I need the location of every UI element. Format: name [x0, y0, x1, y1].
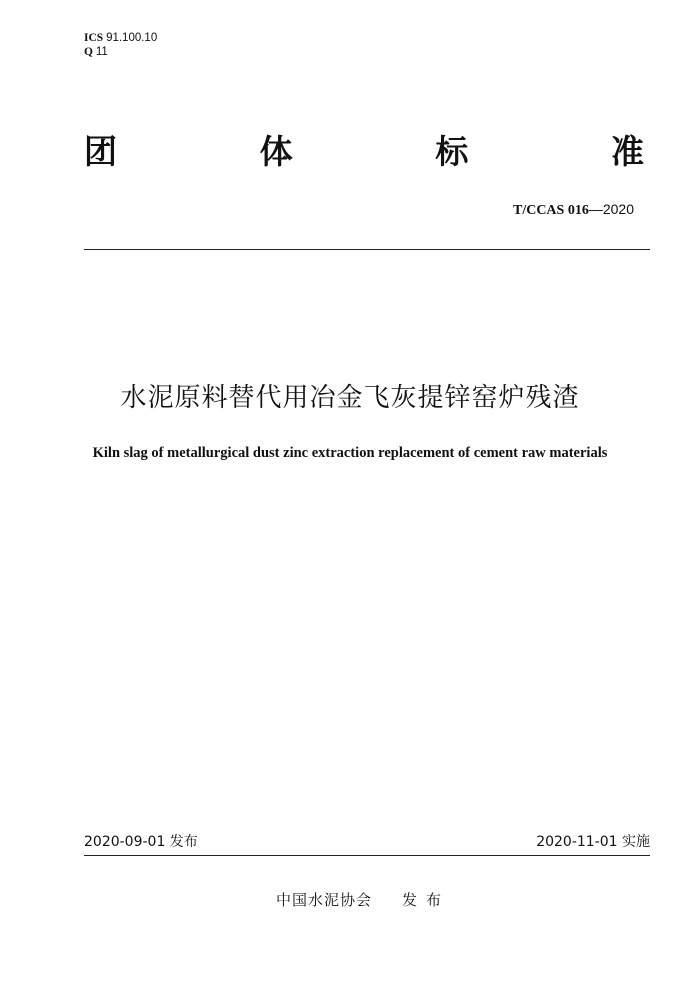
- ccs-label: Q: [84, 46, 93, 58]
- ccs-line: [84, 45, 157, 59]
- ccs-code: 11: [95, 46, 108, 58]
- standard-type-char: 准: [610, 132, 644, 171]
- implement-date: 2020-11-01 实施: [536, 834, 650, 850]
- footer-divider: [84, 855, 650, 856]
- ics-label: ICS: [84, 32, 104, 44]
- publisher-line: [276, 890, 450, 910]
- ics-code: 91.100.10: [106, 32, 158, 44]
- standard-type-heading: [84, 132, 644, 172]
- standard-number-prefix: T/CCAS 016: [512, 203, 589, 218]
- classification-codes: [84, 31, 157, 59]
- ics-line: [84, 31, 157, 45]
- standard-type-char: 体: [259, 132, 293, 171]
- standard-number: [513, 200, 634, 220]
- publisher-action: 发布: [402, 891, 451, 909]
- document-title-chinese: 水泥原料替代用冶金飞灰提锌窑炉残渣: [120, 383, 580, 413]
- publish-date: 2020-09-01 发布: [84, 834, 198, 850]
- header-divider: [84, 249, 650, 250]
- standard-type-char: 团: [84, 132, 117, 171]
- standard-type-char: 标: [435, 132, 469, 171]
- document-title-english: Kiln slag of metallurgical dust zinc extraction replacement of cement raw materials: [92, 445, 608, 461]
- standard-number-separator: —: [588, 201, 603, 217]
- publisher-organization: 中国水泥协会: [276, 891, 373, 909]
- standard-number-year: 2020: [602, 201, 634, 217]
